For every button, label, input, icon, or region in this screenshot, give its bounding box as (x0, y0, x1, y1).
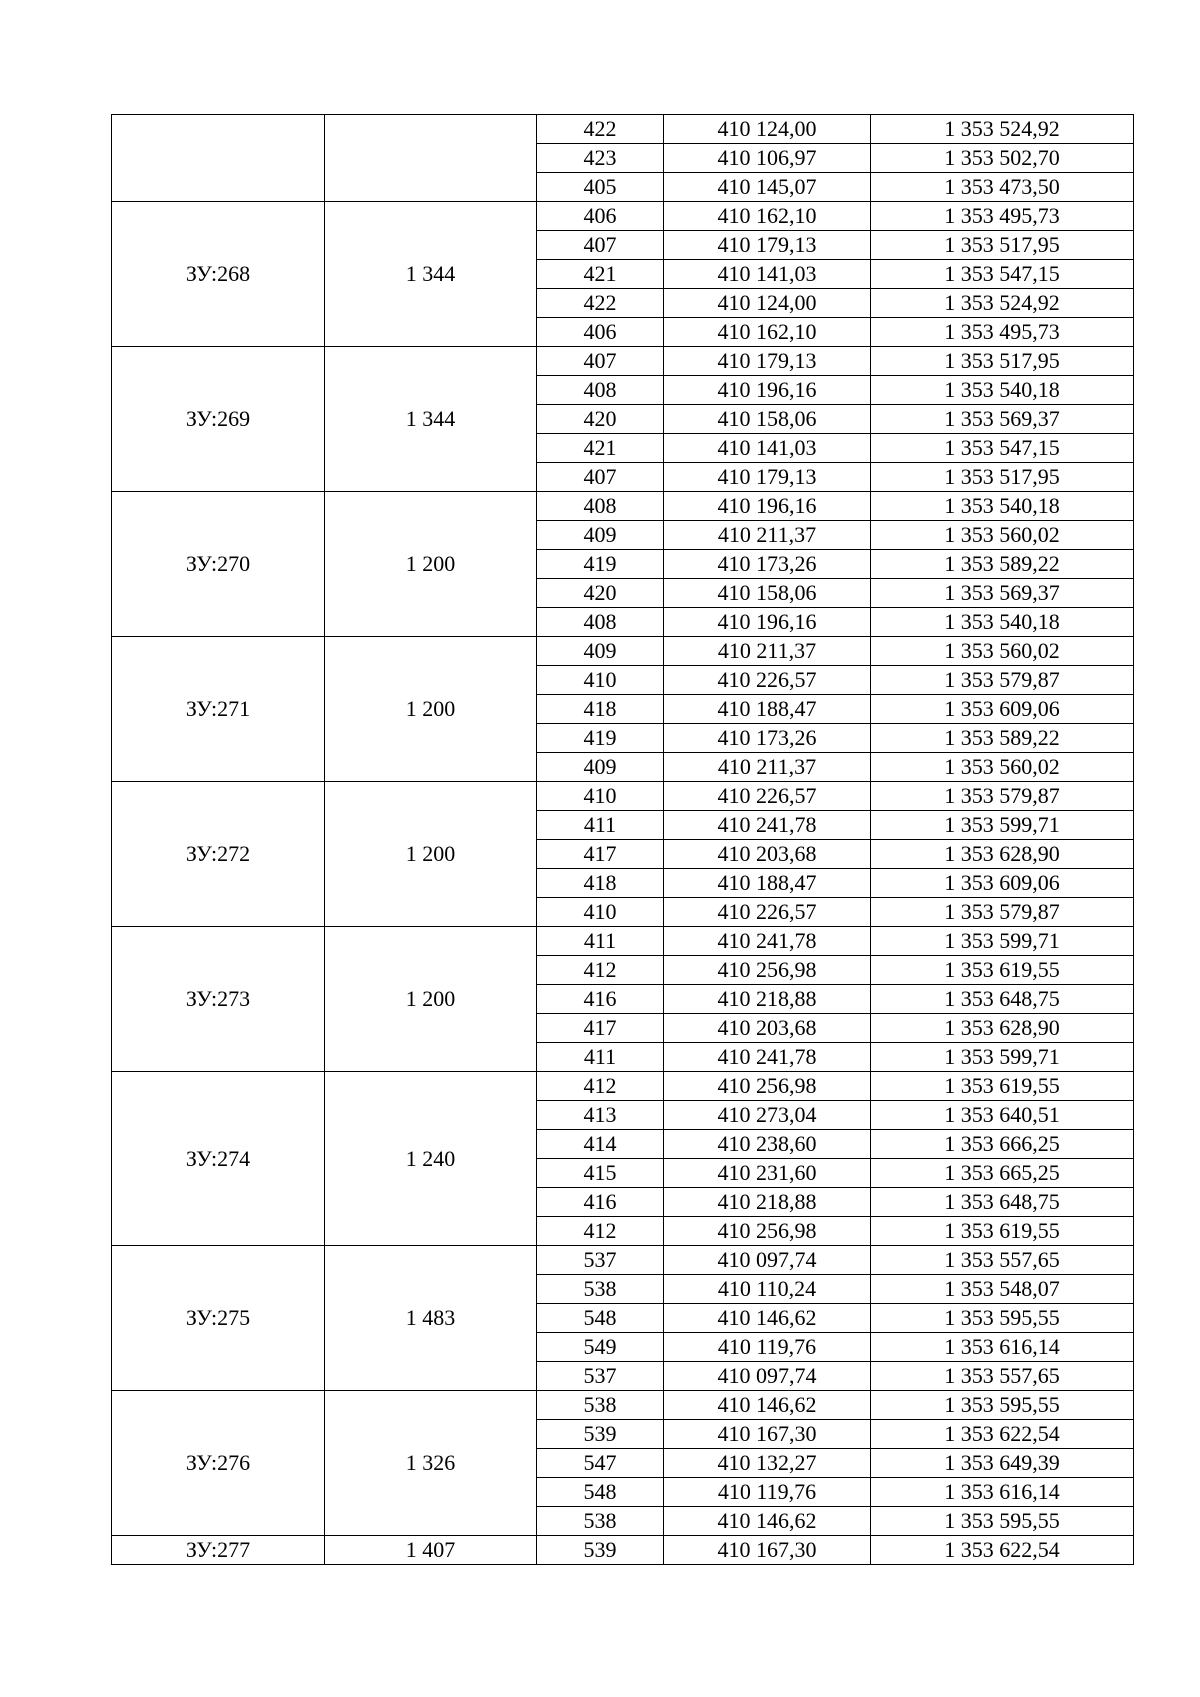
point-number-cell: 538 (537, 1391, 664, 1420)
point-number-cell: 415 (537, 1159, 664, 1188)
y-coordinate-cell: 1 353 540,18 (871, 608, 1134, 637)
point-number-cell: 416 (537, 1188, 664, 1217)
y-coordinate-cell: 1 353 616,14 (871, 1478, 1134, 1507)
y-coordinate-cell: 1 353 560,02 (871, 521, 1134, 550)
point-number-cell: 419 (537, 550, 664, 579)
y-coordinate-cell: 1 353 560,02 (871, 753, 1134, 782)
y-coordinate-cell: 1 353 619,55 (871, 956, 1134, 985)
point-number-cell: 406 (537, 318, 664, 347)
point-number-cell: 421 (537, 434, 664, 463)
point-number-cell: 547 (537, 1449, 664, 1478)
table-row (112, 347, 1134, 376)
x-coordinate-cell: 410 241,78 (664, 811, 871, 840)
x-coordinate-cell: 410 146,62 (664, 1391, 871, 1420)
point-number-cell: 411 (537, 1043, 664, 1072)
table-row (112, 927, 1134, 956)
point-number-cell: 407 (537, 231, 664, 260)
x-coordinate-cell: 410 145,07 (664, 173, 871, 202)
point-number-cell: 406 (537, 202, 664, 231)
y-coordinate-cell: 1 353 557,65 (871, 1246, 1134, 1275)
parcel-id-cell: ЗУ:273 (112, 927, 325, 1072)
y-coordinate-cell: 1 353 628,90 (871, 840, 1134, 869)
point-number-cell: 549 (537, 1333, 664, 1362)
y-coordinate-cell: 1 353 517,95 (871, 231, 1134, 260)
point-number-cell: 409 (537, 637, 664, 666)
coordinates-table (111, 114, 1134, 1565)
point-number-cell: 537 (537, 1246, 664, 1275)
point-number-cell: 538 (537, 1275, 664, 1304)
parcel-id-cell (112, 115, 325, 202)
x-coordinate-cell: 410 203,68 (664, 1014, 871, 1043)
point-number-cell: 410 (537, 898, 664, 927)
point-number-cell: 539 (537, 1536, 664, 1565)
x-coordinate-cell: 410 226,57 (664, 782, 871, 811)
point-number-cell: 412 (537, 1072, 664, 1101)
x-coordinate-cell: 410 158,06 (664, 579, 871, 608)
point-number-cell: 548 (537, 1304, 664, 1333)
x-coordinate-cell: 410 167,30 (664, 1536, 871, 1565)
x-coordinate-cell: 410 132,27 (664, 1449, 871, 1478)
x-coordinate-cell: 410 097,74 (664, 1246, 871, 1275)
x-coordinate-cell: 410 179,13 (664, 231, 871, 260)
y-coordinate-cell: 1 353 622,54 (871, 1420, 1134, 1449)
y-coordinate-cell: 1 353 619,55 (871, 1217, 1134, 1246)
coordinates-table-body (112, 115, 1134, 1565)
point-number-cell: 548 (537, 1478, 664, 1507)
y-coordinate-cell: 1 353 495,73 (871, 318, 1134, 347)
y-coordinate-cell: 1 353 579,87 (871, 782, 1134, 811)
y-coordinate-cell: 1 353 622,54 (871, 1536, 1134, 1565)
parcel-area-cell: 1 200 (325, 782, 537, 927)
table-row (112, 1072, 1134, 1101)
y-coordinate-cell: 1 353 589,22 (871, 724, 1134, 753)
point-number-cell: 423 (537, 144, 664, 173)
x-coordinate-cell: 410 146,62 (664, 1304, 871, 1333)
x-coordinate-cell: 410 173,26 (664, 550, 871, 579)
parcel-id-cell: ЗУ:275 (112, 1246, 325, 1391)
point-number-cell: 407 (537, 463, 664, 492)
x-coordinate-cell: 410 256,98 (664, 956, 871, 985)
x-coordinate-cell: 410 238,60 (664, 1130, 871, 1159)
y-coordinate-cell: 1 353 665,25 (871, 1159, 1134, 1188)
x-coordinate-cell: 410 273,04 (664, 1101, 871, 1130)
table-row (112, 637, 1134, 666)
point-number-cell: 418 (537, 869, 664, 898)
y-coordinate-cell: 1 353 569,37 (871, 405, 1134, 434)
point-number-cell: 420 (537, 579, 664, 608)
table-row (112, 1246, 1134, 1275)
point-number-cell: 408 (537, 608, 664, 637)
point-number-cell: 409 (537, 521, 664, 550)
y-coordinate-cell: 1 353 599,71 (871, 811, 1134, 840)
x-coordinate-cell: 410 141,03 (664, 260, 871, 289)
y-coordinate-cell: 1 353 557,65 (871, 1362, 1134, 1391)
x-coordinate-cell: 410 241,78 (664, 927, 871, 956)
x-coordinate-cell: 410 110,24 (664, 1275, 871, 1304)
parcel-id-cell: ЗУ:276 (112, 1391, 325, 1536)
x-coordinate-cell: 410 211,37 (664, 521, 871, 550)
point-number-cell: 421 (537, 260, 664, 289)
x-coordinate-cell: 410 119,76 (664, 1333, 871, 1362)
point-number-cell: 422 (537, 289, 664, 318)
parcel-area-cell: 1 483 (325, 1246, 537, 1391)
point-number-cell: 411 (537, 811, 664, 840)
point-number-cell: 539 (537, 1420, 664, 1449)
table-row (112, 1391, 1134, 1420)
y-coordinate-cell: 1 353 640,51 (871, 1101, 1134, 1130)
y-coordinate-cell: 1 353 560,02 (871, 637, 1134, 666)
x-coordinate-cell: 410 158,06 (664, 405, 871, 434)
x-coordinate-cell: 410 226,57 (664, 666, 871, 695)
y-coordinate-cell: 1 353 579,87 (871, 666, 1134, 695)
y-coordinate-cell: 1 353 595,55 (871, 1507, 1134, 1536)
parcel-id-cell: ЗУ:270 (112, 492, 325, 637)
y-coordinate-cell: 1 353 540,18 (871, 376, 1134, 405)
parcel-area-cell: 1 200 (325, 637, 537, 782)
x-coordinate-cell: 410 146,62 (664, 1507, 871, 1536)
y-coordinate-cell: 1 353 609,06 (871, 695, 1134, 724)
x-coordinate-cell: 410 196,16 (664, 376, 871, 405)
point-number-cell: 408 (537, 376, 664, 405)
point-number-cell: 417 (537, 1014, 664, 1043)
parcel-id-cell: ЗУ:274 (112, 1072, 325, 1246)
x-coordinate-cell: 410 162,10 (664, 202, 871, 231)
x-coordinate-cell: 410 162,10 (664, 318, 871, 347)
point-number-cell: 405 (537, 173, 664, 202)
y-coordinate-cell: 1 353 548,07 (871, 1275, 1134, 1304)
y-coordinate-cell: 1 353 666,25 (871, 1130, 1134, 1159)
y-coordinate-cell: 1 353 619,55 (871, 1072, 1134, 1101)
y-coordinate-cell: 1 353 648,75 (871, 1188, 1134, 1217)
parcel-area-cell: 1 200 (325, 492, 537, 637)
table-row (112, 202, 1134, 231)
y-coordinate-cell: 1 353 547,15 (871, 434, 1134, 463)
y-coordinate-cell: 1 353 599,71 (871, 927, 1134, 956)
y-coordinate-cell: 1 353 524,92 (871, 115, 1134, 144)
x-coordinate-cell: 410 179,13 (664, 347, 871, 376)
y-coordinate-cell: 1 353 648,75 (871, 985, 1134, 1014)
x-coordinate-cell: 410 203,68 (664, 840, 871, 869)
parcel-area-cell: 1 326 (325, 1391, 537, 1536)
parcel-area-cell: 1 200 (325, 927, 537, 1072)
x-coordinate-cell: 410 241,78 (664, 1043, 871, 1072)
point-number-cell: 412 (537, 1217, 664, 1246)
parcel-id-cell: ЗУ:272 (112, 782, 325, 927)
parcel-id-cell: ЗУ:268 (112, 202, 325, 347)
x-coordinate-cell: 410 256,98 (664, 1072, 871, 1101)
y-coordinate-cell: 1 353 595,55 (871, 1304, 1134, 1333)
y-coordinate-cell: 1 353 609,06 (871, 869, 1134, 898)
table-row (112, 115, 1134, 144)
parcel-area-cell (325, 115, 537, 202)
parcel-id-cell: ЗУ:277 (112, 1536, 325, 1565)
table-row (112, 782, 1134, 811)
y-coordinate-cell: 1 353 517,95 (871, 347, 1134, 376)
table-row (112, 1536, 1134, 1565)
point-number-cell: 420 (537, 405, 664, 434)
x-coordinate-cell: 410 167,30 (664, 1420, 871, 1449)
x-coordinate-cell: 410 124,00 (664, 289, 871, 318)
x-coordinate-cell: 410 231,60 (664, 1159, 871, 1188)
x-coordinate-cell: 410 097,74 (664, 1362, 871, 1391)
point-number-cell: 410 (537, 782, 664, 811)
x-coordinate-cell: 410 179,13 (664, 463, 871, 492)
point-number-cell: 419 (537, 724, 664, 753)
x-coordinate-cell: 410 196,16 (664, 608, 871, 637)
y-coordinate-cell: 1 353 649,39 (871, 1449, 1134, 1478)
parcel-area-cell: 1 344 (325, 347, 537, 492)
y-coordinate-cell: 1 353 495,73 (871, 202, 1134, 231)
parcel-id-cell: ЗУ:269 (112, 347, 325, 492)
y-coordinate-cell: 1 353 569,37 (871, 579, 1134, 608)
point-number-cell: 422 (537, 115, 664, 144)
y-coordinate-cell: 1 353 599,71 (871, 1043, 1134, 1072)
y-coordinate-cell: 1 353 589,22 (871, 550, 1134, 579)
y-coordinate-cell: 1 353 524,92 (871, 289, 1134, 318)
x-coordinate-cell: 410 218,88 (664, 985, 871, 1014)
x-coordinate-cell: 410 196,16 (664, 492, 871, 521)
y-coordinate-cell: 1 353 473,50 (871, 173, 1134, 202)
point-number-cell: 538 (537, 1507, 664, 1536)
x-coordinate-cell: 410 256,98 (664, 1217, 871, 1246)
point-number-cell: 413 (537, 1101, 664, 1130)
x-coordinate-cell: 410 141,03 (664, 434, 871, 463)
x-coordinate-cell: 410 124,00 (664, 115, 871, 144)
y-coordinate-cell: 1 353 517,95 (871, 463, 1134, 492)
point-number-cell: 411 (537, 927, 664, 956)
x-coordinate-cell: 410 226,57 (664, 898, 871, 927)
x-coordinate-cell: 410 211,37 (664, 637, 871, 666)
x-coordinate-cell: 410 173,26 (664, 724, 871, 753)
x-coordinate-cell: 410 119,76 (664, 1478, 871, 1507)
point-number-cell: 412 (537, 956, 664, 985)
point-number-cell: 417 (537, 840, 664, 869)
point-number-cell: 409 (537, 753, 664, 782)
point-number-cell: 408 (537, 492, 664, 521)
point-number-cell: 537 (537, 1362, 664, 1391)
point-number-cell: 416 (537, 985, 664, 1014)
parcel-area-cell: 1 344 (325, 202, 537, 347)
x-coordinate-cell: 410 188,47 (664, 695, 871, 724)
point-number-cell: 410 (537, 666, 664, 695)
y-coordinate-cell: 1 353 628,90 (871, 1014, 1134, 1043)
point-number-cell: 407 (537, 347, 664, 376)
point-number-cell: 414 (537, 1130, 664, 1159)
point-number-cell: 418 (537, 695, 664, 724)
parcel-id-cell: ЗУ:271 (112, 637, 325, 782)
x-coordinate-cell: 410 188,47 (664, 869, 871, 898)
table-row (112, 492, 1134, 521)
y-coordinate-cell: 1 353 616,14 (871, 1333, 1134, 1362)
x-coordinate-cell: 410 218,88 (664, 1188, 871, 1217)
parcel-area-cell: 1 407 (325, 1536, 537, 1565)
x-coordinate-cell: 410 106,97 (664, 144, 871, 173)
y-coordinate-cell: 1 353 595,55 (871, 1391, 1134, 1420)
parcel-area-cell: 1 240 (325, 1072, 537, 1246)
x-coordinate-cell: 410 211,37 (664, 753, 871, 782)
y-coordinate-cell: 1 353 540,18 (871, 492, 1134, 521)
y-coordinate-cell: 1 353 579,87 (871, 898, 1134, 927)
y-coordinate-cell: 1 353 502,70 (871, 144, 1134, 173)
y-coordinate-cell: 1 353 547,15 (871, 260, 1134, 289)
